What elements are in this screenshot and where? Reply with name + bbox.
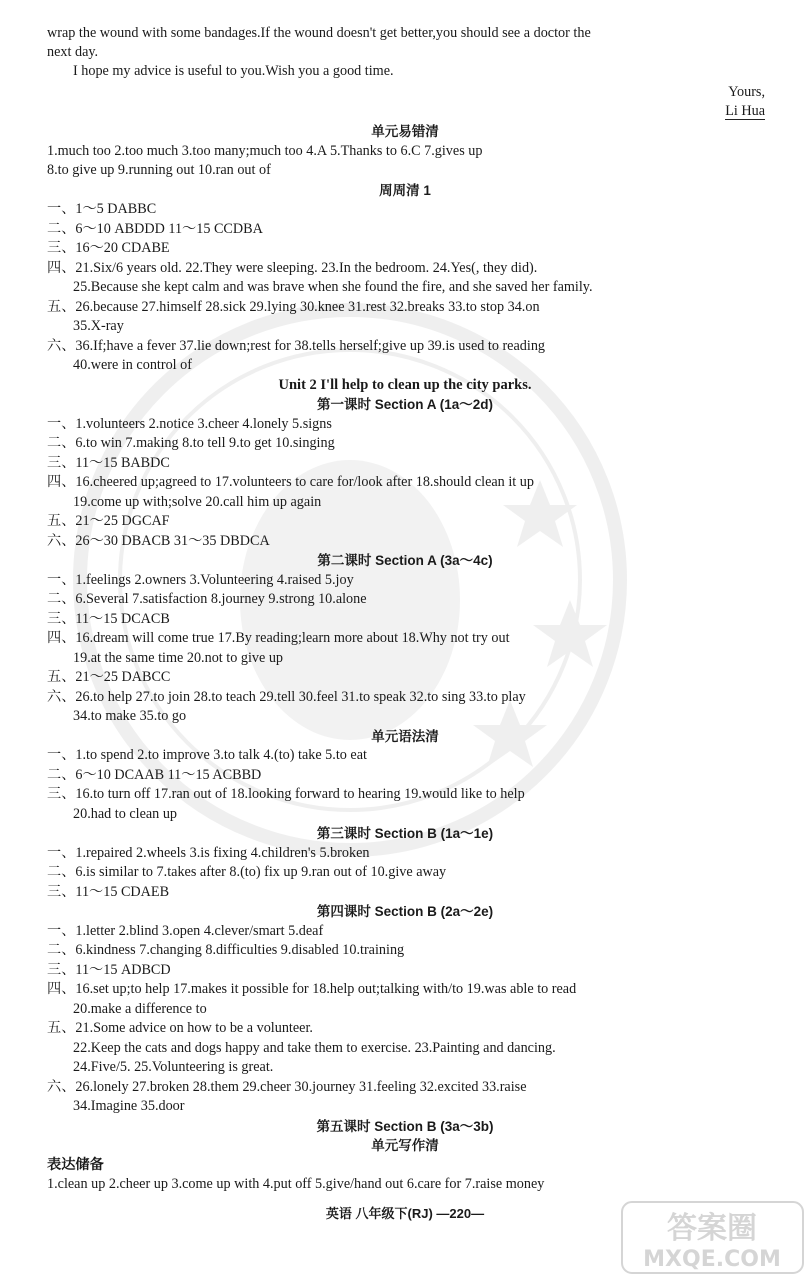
answer-line: 25.Because she kept calm and was brave when she found the fire, and she saved her family. [73,279,593,295]
answer-line: 三、16.to turn off 17.ran out of 18.looking forward to hearing 19.would like to help [47,786,525,802]
answer-line: 六、26.lonely 27.broken 28.them 29.cheer 30.journey 31.feeling 32.excited 33.raise [47,1078,527,1095]
answer-line: 三、11～15 ADBCD [47,961,171,978]
logo-text: 答案圈 [667,1211,757,1246]
answer-line: 四、16.cheered up;agreed to 17.volunteers to care for/look after 18.should clean it up [47,474,534,490]
subheading: 表达储备 [47,1156,104,1173]
answer-line: 六、26.to help 27.to join 28.to teach 29.tell 30.feel 31.to speak 32.to sing 33.to play [47,688,526,705]
logo-url-text: MXQE.COM [643,1247,781,1272]
answer-line: 五、21～25 DABCC [47,669,171,685]
page-footer: 英语 八年级下(RJ) —220— [325,1206,485,1221]
letter-closing: Yours, [728,84,765,100]
answer-line: 一、1.to spend 2.to improve 3.to talk 4.(to) take 5.to eat [47,747,367,763]
answer-line: 一、1～5 DABBC [47,201,157,217]
answer-line: 8.to give up 9.running out 10.ran out of [47,162,271,178]
letter-signature [725,102,765,121]
section-heading: 第三课时 Section B (1a～1e) [316,826,494,841]
advice-line: I hope my advice is useful to you.Wish you a good time. [73,63,394,79]
answer-line: 19.come up with;solve 20.call him up again [73,493,322,510]
answer-line: 一、1.letter 2.blind 3.open 4.clever/smart 5.deaf [47,922,324,939]
answer-line: 1.clean up 2.cheer up 3.come up with 4.put off 5.give/hand out 6.care for 7.raise money [47,1176,545,1192]
intro-line-1: wrap the wound with some bandages.If the wound doesn't get better,you should see a doctor the [47,25,591,41]
unit-title: Unit 2 I'll help to clean up the city parks. [278,376,532,393]
answer-line: 六、36.If;have a fever 37.lie down;rest for 38.tells herself;give up 39.is used to reading [47,337,546,354]
section-heading: 第二课时 Section A (3a～4c) [317,553,493,568]
answer-line: 二、6.is similar to 7.takes after 8.(to) fix up 9.ran out of 10.give away [47,864,447,880]
answer-line: 五、21～25 DGCAF [47,513,170,529]
answer-line: 五、26.because 27.himself 28.sick 29.lying 30.knee 31.rest 32.breaks 33.to stop 34.on [47,298,540,315]
answer-line: 20.make a difference to [73,1000,207,1017]
site-logo-icon [620,1200,805,1275]
section-heading: 单元语法清 [371,728,439,744]
answer-line: 35.X-ray [73,318,124,334]
section-heading: 单元写作清 [371,1138,439,1153]
answer-line: 19.at the same time 20.not to give up [73,649,284,666]
answer-line: 四、16.set up;to help 17.makes it possible for 18.help out;talking with/to 19.was able to read [47,981,577,997]
answer-line: 一、1.repaired 2.wheels 3.is fixing 4.children's 5.broken [47,844,370,861]
answer-line: 二、6～10 ABDDD 11～15 CCDBA [47,220,263,237]
answer-line: 二、6.Several 7.satisfaction 8.journey 9.strong 10.alone [47,591,367,607]
answer-line: 22.Keep the cats and dogs happy and take them to exercise. 23.Painting and dancing. [73,1039,556,1056]
answer-line: 34.to make 35.to go [73,708,187,724]
answer-line: 三、16～20 CDABE [47,240,170,256]
answer-line: 四、16.dream will come true 17.By reading;learn more about 18.Why not try out [47,630,510,646]
answer-line: 34.Imagine 35.door [73,1098,185,1114]
intro-line-2: next day. [47,44,99,60]
answer-line: 三、11～15 BABDC [47,454,170,471]
answer-line: 六、26～30 DBACB 31～35 DBDCA [47,532,270,549]
answer-line: 二、6.to win 7.making 8.to tell 9.to get 10.singing [47,435,335,451]
answer-line: 四、21.Six/6 years old. 22.They were sleeping. 23.In the bedroom. 24.Yes(, they did). [47,259,538,276]
section-heading: 第一课时 Section A (1a～2d) [316,397,494,412]
answer-line: 1.much too 2.too much 3.too many;much too 4.A 5.Thanks to 6.C 7.gives up [47,142,483,159]
section-heading: 第五课时 Section B (3a～3b) [316,1118,494,1134]
answer-line: 三、11～15 CDAEB [47,883,170,900]
answer-line: 五、21.Some advice on how to be a volunteer. [47,1020,313,1036]
section-heading: 周周清 1 [379,182,431,198]
section-heading: 第四课时 Section B (2a～2e) [316,904,494,919]
answer-line: 一、1.feelings 2.owners 3.Volunteering 4.raised 5.joy [47,571,354,588]
answer-line: 二、6～10 DCAAB 11～15 ACBBD [47,766,262,783]
answer-line: 40.were in control of [73,357,192,373]
answer-line: 三、11～15 DCACB [47,610,170,627]
answer-line: 二、6.kindness 7.changing 8.difficulties 9.disabled 10.training [47,942,405,958]
answer-line: 24.Five/5. 25.Volunteering is great. [73,1059,274,1075]
answer-line: 20.had to clean up [73,805,178,822]
answer-line: 一、1.volunteers 2.notice 3.cheer 4.lonely 5.signs [47,415,332,432]
section-heading: 单元易错清 [371,124,439,139]
signature-text: Li Hua [725,103,765,119]
